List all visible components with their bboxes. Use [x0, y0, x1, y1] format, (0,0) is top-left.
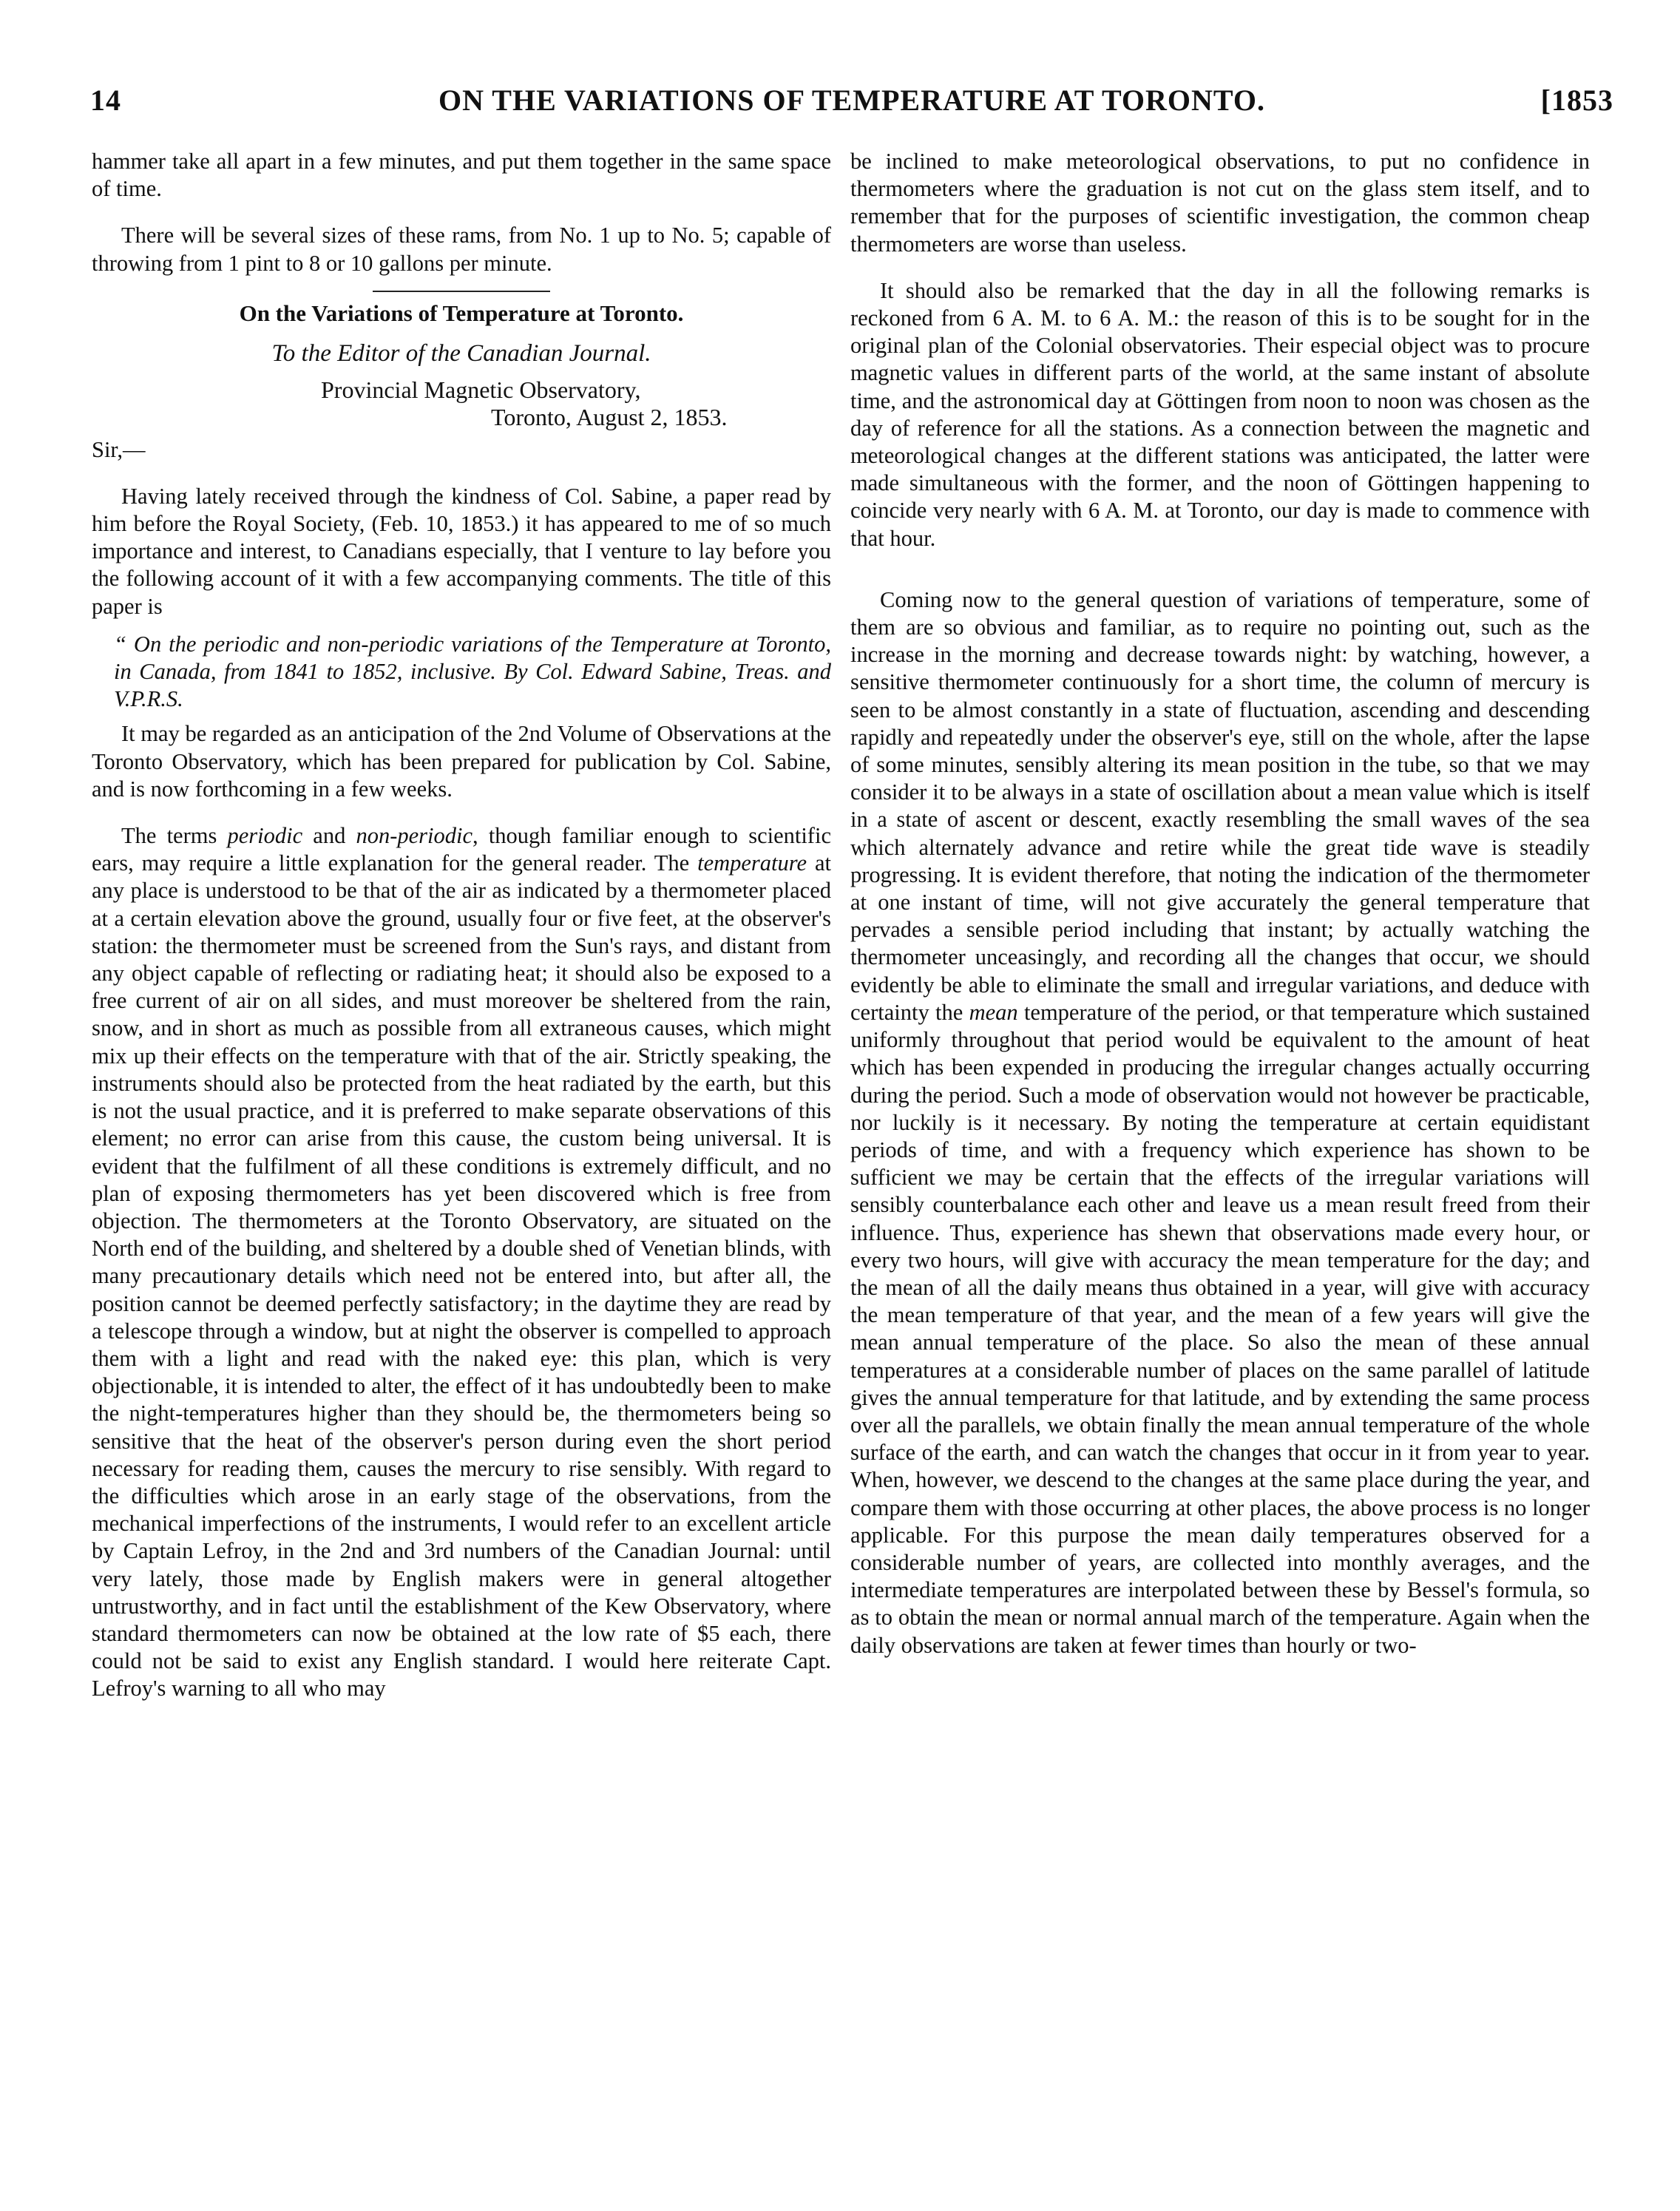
paper-title-quote: “ On the periodic and non-periodic variations of the Temperature at Toronto, in Canada, from 1841 to 1852, inclusive. By Col. Edward Sabine, Treas. and V.P.R.S. — [114, 631, 831, 712]
paragraph-rams: There will be several sizes of these rams, from No. 1 up to No. 5; capable of throwing from 1 pint to 8 or 10 gallons per minute. — [92, 223, 831, 276]
emphasis-non-periodic: non-periodic — [356, 823, 473, 849]
text-span: , though familiar enough to scientific ears, may require a little explanation for the general reader. The — [92, 823, 831, 876]
text-span: The terms — [121, 823, 228, 849]
text-span: Coming now to the general question of variations of temperature, some of them are so obvious and familiar, as to require no pointing out, such as the increase in the morning and decrease towards night: by watching, however, a sensitive thermometer continuously for a short time, the column of mercury is seen to be almost constantly in a state of fluctuation, ascending and descending rapidly and repeatedly under the observer's eye, still on the whole, after the lapse of some minutes, sensibly altering its mean position in the tube, so that we may consider it to be always in a state of oscillation about a mean value which is itself in a state of ascent or descent, exactly resembling the small waves of the sea which alternately advance and retire while the great tide wave is steadily progressing. It is evident therefore, that noting the indication of the thermometer at one instant of time, will not give accurately the general temperature that pervades a sensible period including that instant; by actually watching the thermometer unceasingly, and recording all the changes that occur, we should evidently be able to eliminate the small and irregular variations, and deduce with certainty the — [850, 586, 1590, 1025]
paragraph-terms — [92, 822, 831, 1703]
page-number: 14 — [90, 84, 121, 117]
page-header — [90, 83, 1613, 127]
continued-paragraph: be inclined to make meteorological observations, to put no confidence in thermometers where the graduation is not cut on the glass stem itself, and to remember that for the purposes of scientific investigation, the common cheap thermometers are worse than useless. — [850, 149, 1590, 257]
observatory-name: Provincial Magnetic Observatory, — [321, 376, 641, 404]
header-year: [1853 — [1540, 84, 1613, 117]
emphasis-mean: mean — [969, 999, 1018, 1025]
paragraph-anticipation: It may be regarded as an anticipation of the 2nd Volume of Observations at the Toronto Observatory, which has been prepared for publication by Col. Sabine, and is now forthcoming in a few weeks. — [92, 721, 831, 802]
article-title: On the Variations of Temperature at Toronto. — [239, 299, 684, 326]
paragraph-day-reckoning: It should also be remarked that the day in all the following remarks is reckoned from 6 A. M. to 6 A. M.: the reason of this is to be sought for in the original plan of the Colonial observatories. Their especial object was to procure magnetic values in different parts of the world, at the same instant of absolute time, and the astronomical day at Göttingen from noon to noon was chosen as the day of reference for all the stations. As a connection between the magnetic and meteorological changes at the different stations was anticipated, the latter were made simultaneous with the former, and the noon of Göttingen happening to coincide very nearly with 6 A. M. at Toronto, our day is made to commence with that hour. — [850, 277, 1590, 551]
salutation: Sir,— — [92, 436, 146, 462]
running-title: ON THE VARIATIONS OF TEMPERATURE AT TORONTO. — [438, 84, 1265, 117]
emphasis-temperature: temperature — [697, 850, 807, 876]
text-span: temperature of the period, or that temperature which sustained uniformly throughout that period would be equivalent to the amount of heat which has been expended in producing the irregular changes actually occurring during the period. Such a mode of observation would not however be practicable, nor luckily is it necessary. By noting the temperature at certain equidistant periods of time, and with a frequency which experience has shown to be sufficient we may be certain that the effects of the irregular variations will sensibly counterbalance each other and leave us a mean result freed from their influence. Thus, experience has shewn that observations made every hour, or every two hours, will give with accuracy the mean temperature for the day; and the mean of all the daily means thus obtained in a year, will give with accuracy the mean temperature of that year, and the mean of a few years will give the mean annual temperature of the place. So also the mean of these annual temperatures at a considerable number of places on the same parallel of latitude gives the annual temperature for that latitude, and by extending the same process over all the parallels, we obtain finally the mean annual temperature of the whole surface of the earth, and can watch the changes that occur in it from year to year. When, however, we descend to the changes at the same place during the year, and compare them with those occurring at other places, the above process is no longer applicable. For this purpose the mean daily temperatures observed for a considerable number of years, are collected into monthly averages, and the intermediate temperatures are interpolated between these by Bessel's formula, so as to obtain the mean or normal annual march of the temperature. Again when the daily observations are taken at fewer times than hourly or two- — [850, 999, 1591, 1658]
continued-paragraph: hammer take all apart in a few minutes, and put them together in the same space of time. — [92, 149, 831, 202]
emphasis-periodic: periodic — [227, 823, 303, 849]
left-column — [92, 148, 831, 1703]
paragraph-intro: Having lately received through the kindness of Col. Sabine, a paper read by him before the Royal Society, (Feb. 10, 1853.) it has appeared to me of so much importance and interest, to Canadians especially, that I venture to lay before you the following account of it with a few accompanying comments. The title of this paper is — [92, 483, 831, 619]
right-column — [850, 148, 1590, 1659]
section-divider — [373, 291, 550, 292]
text-span: and — [302, 823, 356, 849]
text-span: at any place is understood to be that of the air as indicated by a thermometer placed at a certain elevation above the ground, usually four or five feet, at the observer's station: the thermometer must be screened from the Sun's rays, and distant from any object capable of reflecting or radiating heat; it should also be exposed to a free current of air on all sides, and must moreover be sheltered from the rain, snow, and in short as much as possible from all extraneous causes, which might mix up their effects on the temperature with that of the air. Strictly speaking, the instruments should also be protected from the heat radiated by the earth, but this is not the usual practice, and it is preferred to make separate observations of this element; no error can arise from this cause, the custom being universal. It is evident that the fulfilment of all these conditions is extremely difficult, and no plan of exposing thermometers has yet been discovered which is free from objection. The thermometers at the Toronto Observatory, are situated on the North end of the building, and sheltered by a double shed of Venetian blinds, with many precautionary details which need not be entered into, but after all, the position cannot be deemed perfectly satisfactory; in the daytime they are read by a telescope through a window, but at night the observer is compelled to approach them with a light and read with the naked eye: this plan, which is very objectionable, it is intended to alter, the effect of it has undoubtedly been to make the night-temperatures higher than they should be, the thermometers being so sensitive that the heat of the observer's person during even the short period necessary for reading them, causes the mercury to rise sensibly. With regard to the difficulties which arose in an early stage of the observations, from the mechanical imperfections of the instruments, I would refer to an excellent article by Captain Lefroy, in the 2nd and 3rd numbers of the Canadian Journal: until very lately, those made by English makers were in general altogether untrustworthy, and in fact until the establishment of the Kew Observatory, where standard thermometers can now be obtained at the low rate of $5 each, there could not be said to exist any English standard. I would here reiterate Capt. Lefroy's warning to all who may — [92, 850, 831, 1702]
editor-address: To the Editor of the Canadian Journal. — [271, 340, 651, 368]
paragraph-variations — [850, 586, 1590, 1659]
letter-date: Toronto, August 2, 1853. — [491, 404, 728, 431]
